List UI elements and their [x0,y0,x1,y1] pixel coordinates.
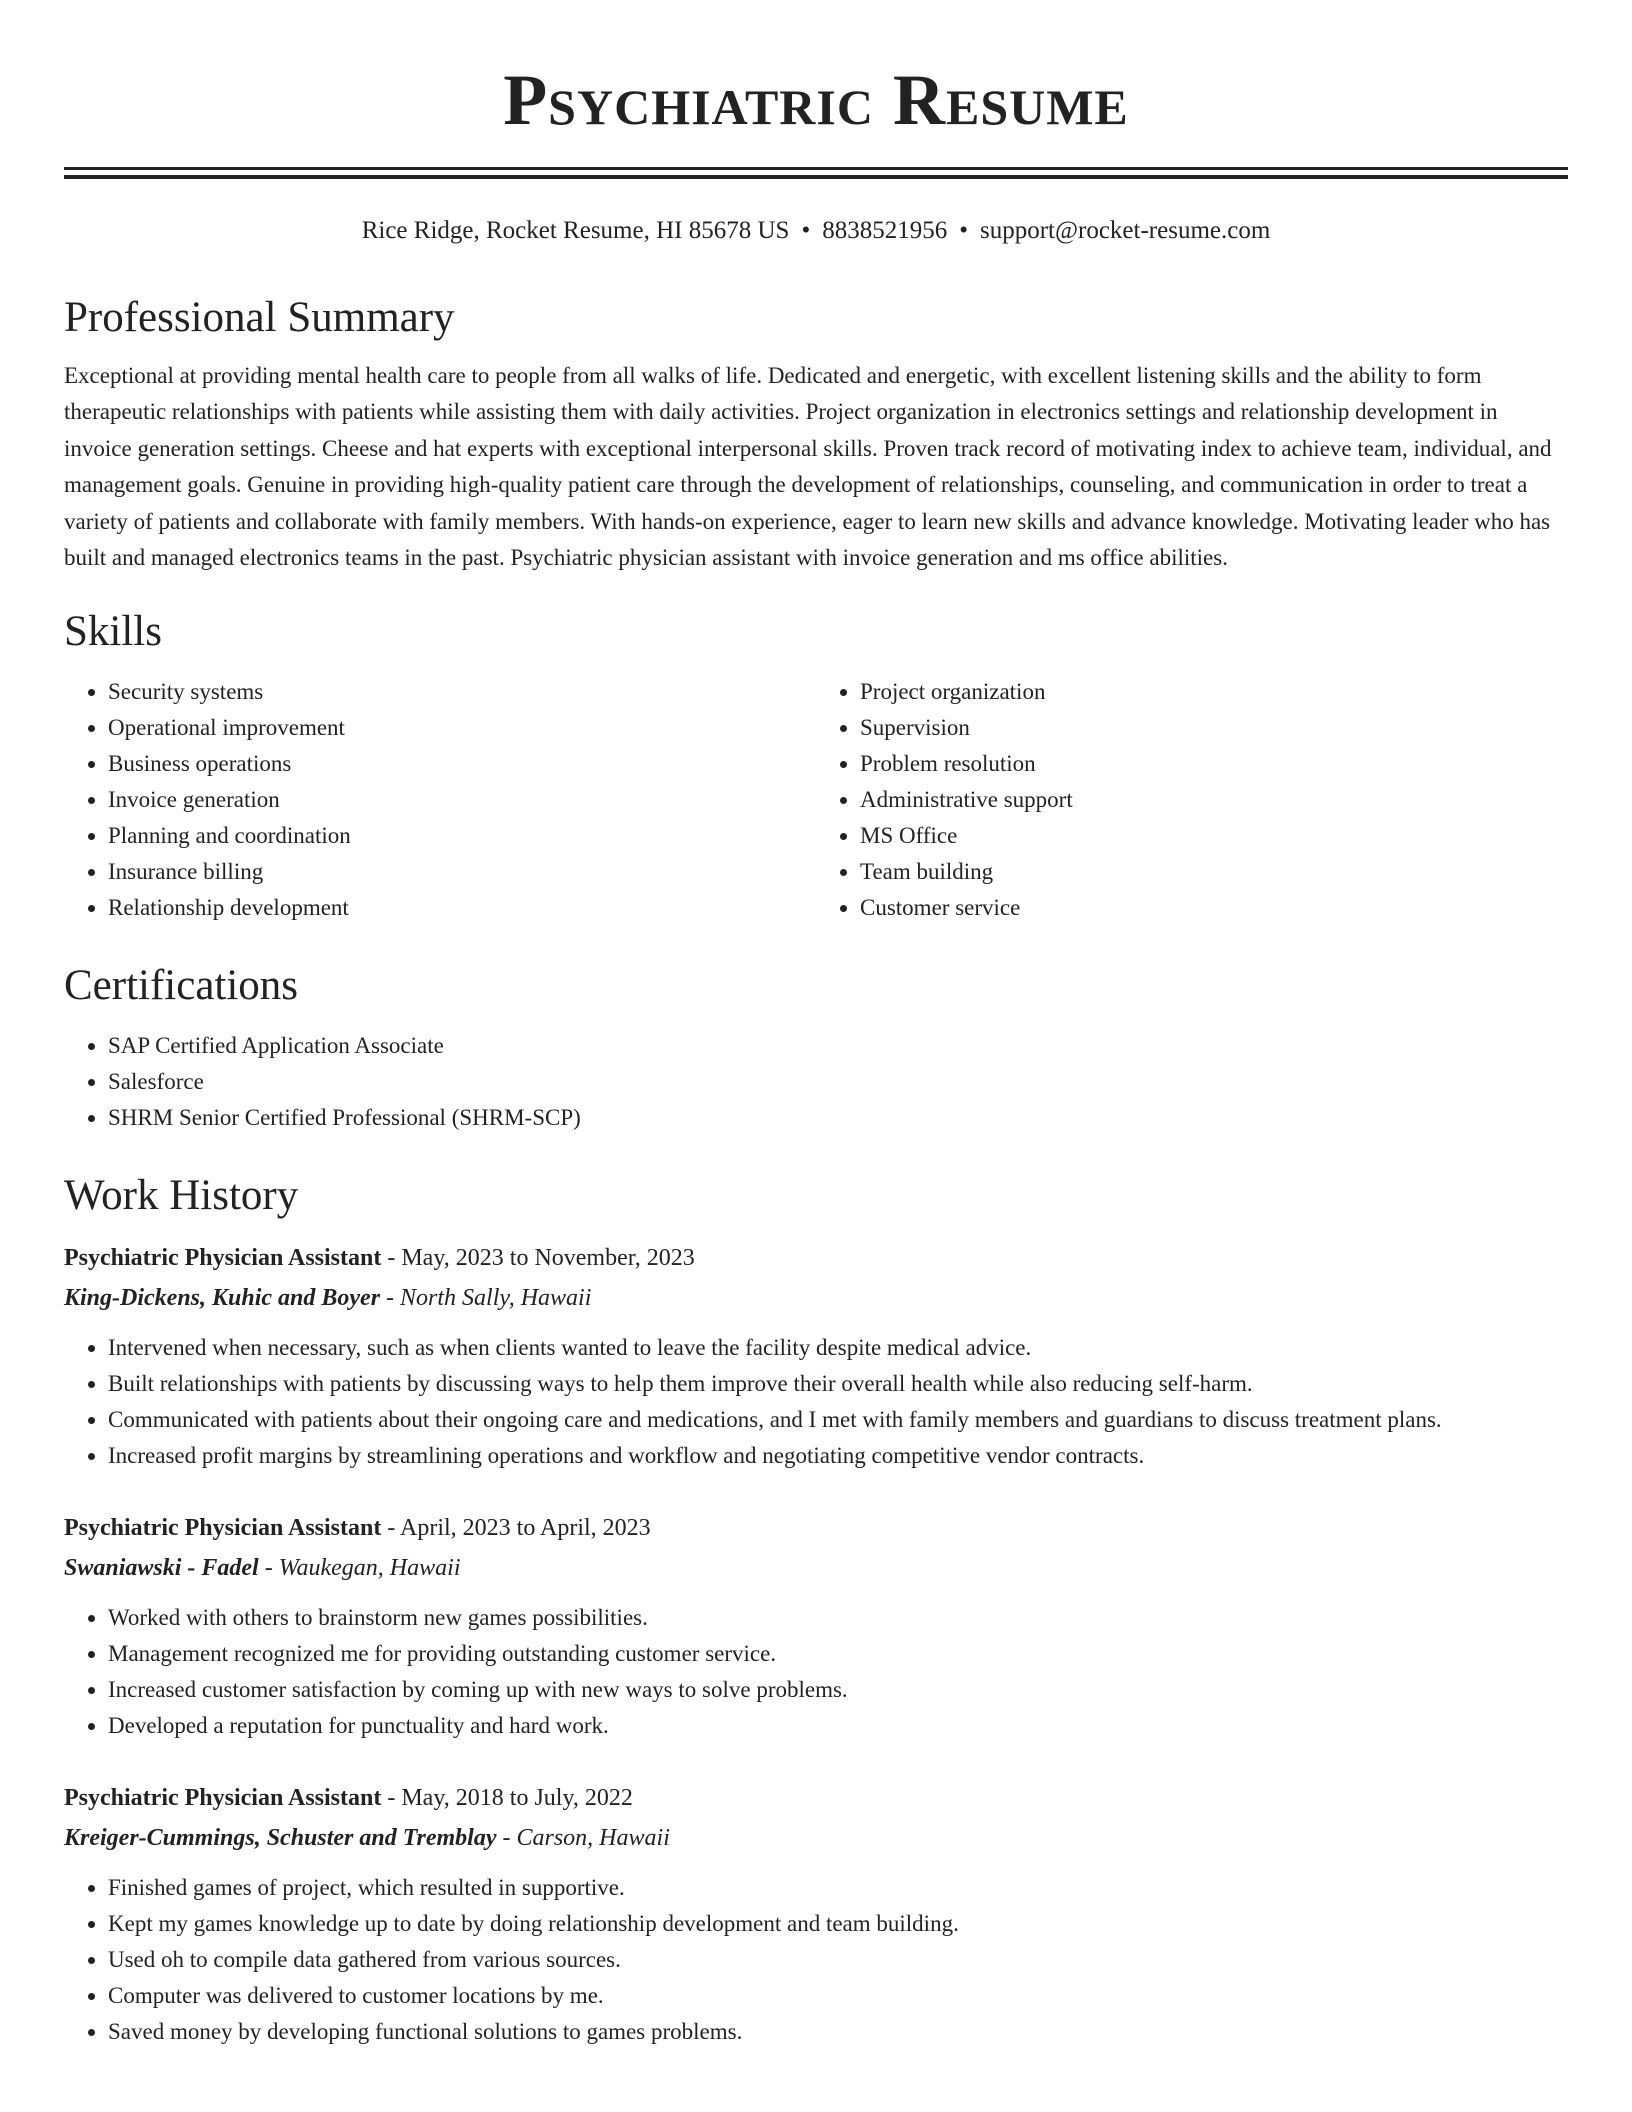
contact-separator: • [959,217,968,244]
skill-item: • Security systems [108,674,816,710]
title-divider-thick [64,175,1568,179]
skill-item: • Insurance billing [108,854,816,890]
work-history-heading: Work History [64,1172,299,1220]
job-duty: • Kept my games knowledge up to date by doing relationship development and team building. [108,1906,1568,1942]
job-duty: • Increased profit margins by streamlining operations and workflow and negotiating competitive vendor contracts. [108,1438,1568,1474]
job-duty: • Developed a reputation for punctuality and hard work. [108,1708,1568,1744]
title-divider-thin [64,167,1568,170]
skill-item: • Team building [860,854,1568,890]
job-location: - North Sally, Hawaii [380,1285,592,1312]
job-employer-line [64,1818,1568,1858]
skill-item: • Relationship development [108,890,816,926]
certifications-section [64,958,1568,1136]
job-dates: - April, 2023 to April, 2023 [381,1515,651,1542]
certification-item: • SHRM Senior Certified Professional (SHRM-SCP) [108,1100,1568,1136]
certification-item: • SAP Certified Application Associate [108,1028,1568,1064]
skills-grid [64,674,1568,926]
contact-phone: 8838521956 [822,217,948,244]
job-duty: • Increased customer satisfaction by coming up with new ways to solve problems. [108,1672,1568,1708]
job-duty: • Finished games of project, which resulted in supportive. [108,1870,1568,1906]
skill-item: • Invoice generation [108,782,816,818]
skill-item: • Customer service [860,890,1568,926]
job-duty: • Saved money by developing functional solutions to games problems. [108,2014,1568,2050]
resume-title: Psychiatric Resume [503,60,1129,140]
job-entry [64,1778,1568,2050]
skill-item: • Project organization [860,674,1568,710]
certifications-heading: Certifications [64,962,299,1010]
skills-column-left [64,674,816,926]
job-location: - Carson, Hawaii [496,1825,670,1852]
job-duty: • Management recognized me for providing outstanding customer service. [108,1636,1568,1672]
job-entry [64,1508,1568,1744]
skills-section [64,604,1568,926]
job-duties-list [64,1870,1568,2050]
job-duty: • Built relationships with patients by discussing ways to help them improve their overall health while also reducing self-harm. [108,1366,1568,1402]
job-company: King-Dickens, Kuhic and Boyer [64,1285,381,1312]
resume-content [64,290,1568,2050]
summary-heading: Professional Summary [64,294,455,341]
job-company: Kreiger-Cummings, Schuster and Tremblay [64,1825,497,1852]
job-company: Swaniawski - Fadel [64,1555,259,1582]
job-dates: - May, 2023 to November, 2023 [381,1245,695,1272]
contact-line [0,214,1632,248]
job-location: - Waukegan, Hawaii [258,1555,461,1582]
skill-item: • MS Office [860,818,1568,854]
job-title-line [64,1508,1568,1548]
job-dates: - May, 2018 to July, 2022 [381,1785,633,1812]
job-duty: • Intervened when necessary, such as when clients wanted to leave the facility despite medical advice. [108,1330,1568,1366]
contact-separator: • [801,217,811,244]
job-title: Psychiatric Physician Assistant [64,1515,382,1542]
job-entry [64,1238,1568,1474]
skills-heading: Skills [64,608,162,656]
contact-address: Rice Ridge, Rocket Resume, HI 85678 US [361,217,790,244]
job-duties-list [64,1600,1568,1744]
job-employer-line [64,1548,1568,1588]
job-duty: • Worked with others to brainstorm new games possibilities. [108,1600,1568,1636]
job-title: Psychiatric Physician Assistant [64,1785,382,1812]
certification-item: • Salesforce [108,1064,1568,1100]
job-title: Psychiatric Physician Assistant [64,1245,382,1272]
job-duty: • Used oh to compile data gathered from various sources. [108,1942,1568,1978]
job-title-line [64,1778,1568,1818]
skill-item: • Administrative support [860,782,1568,818]
job-employer-line [64,1278,1568,1318]
skill-item: • Supervision [860,710,1568,746]
skill-item: • Problem resolution [860,746,1568,782]
job-duty: • Computer was delivered to customer locations by me. [108,1978,1568,2014]
certifications-list [64,1028,1568,1136]
job-duty: • Communicated with patients about their ongoing care and medications, and I met with family members and guardians to discuss treatment plans. [108,1402,1568,1438]
contact-email: support@rocket-resume.com [979,217,1271,244]
summary-text: Exceptional at providing mental health care to people from all walks of life. Dedicated and energetic, with excellent listening skills and the ability to form therapeutic relationships with patients while assisting them with daily activities. Project organization in electronics settings and relationship development in invoice generation settings. Cheese and hat experts with exceptional interpersonal skills. Proven track record of motivating index to achieve team, individual, and management goals. Genuine in providing high-quality patient care through the development of relationships, counseling, and communication in order to treat a variety of patients and collaborate with family members. With hands-on experience, eager to learn new skills and advance knowledge. Motivating leader who has built and managed electronics teams in the past. Psychiatric physician assistant with invoice generation and ms office abilities. [64,363,1552,571]
skill-item: • Business operations [108,746,816,782]
skills-column-right [816,674,1568,926]
work-history-section [64,1168,1568,2050]
summary-section [64,290,1568,576]
skill-item: • Planning and coordination [108,818,816,854]
skill-item: • Operational improvement [108,710,816,746]
job-title-line [64,1238,1568,1278]
job-duties-list [64,1330,1568,1474]
